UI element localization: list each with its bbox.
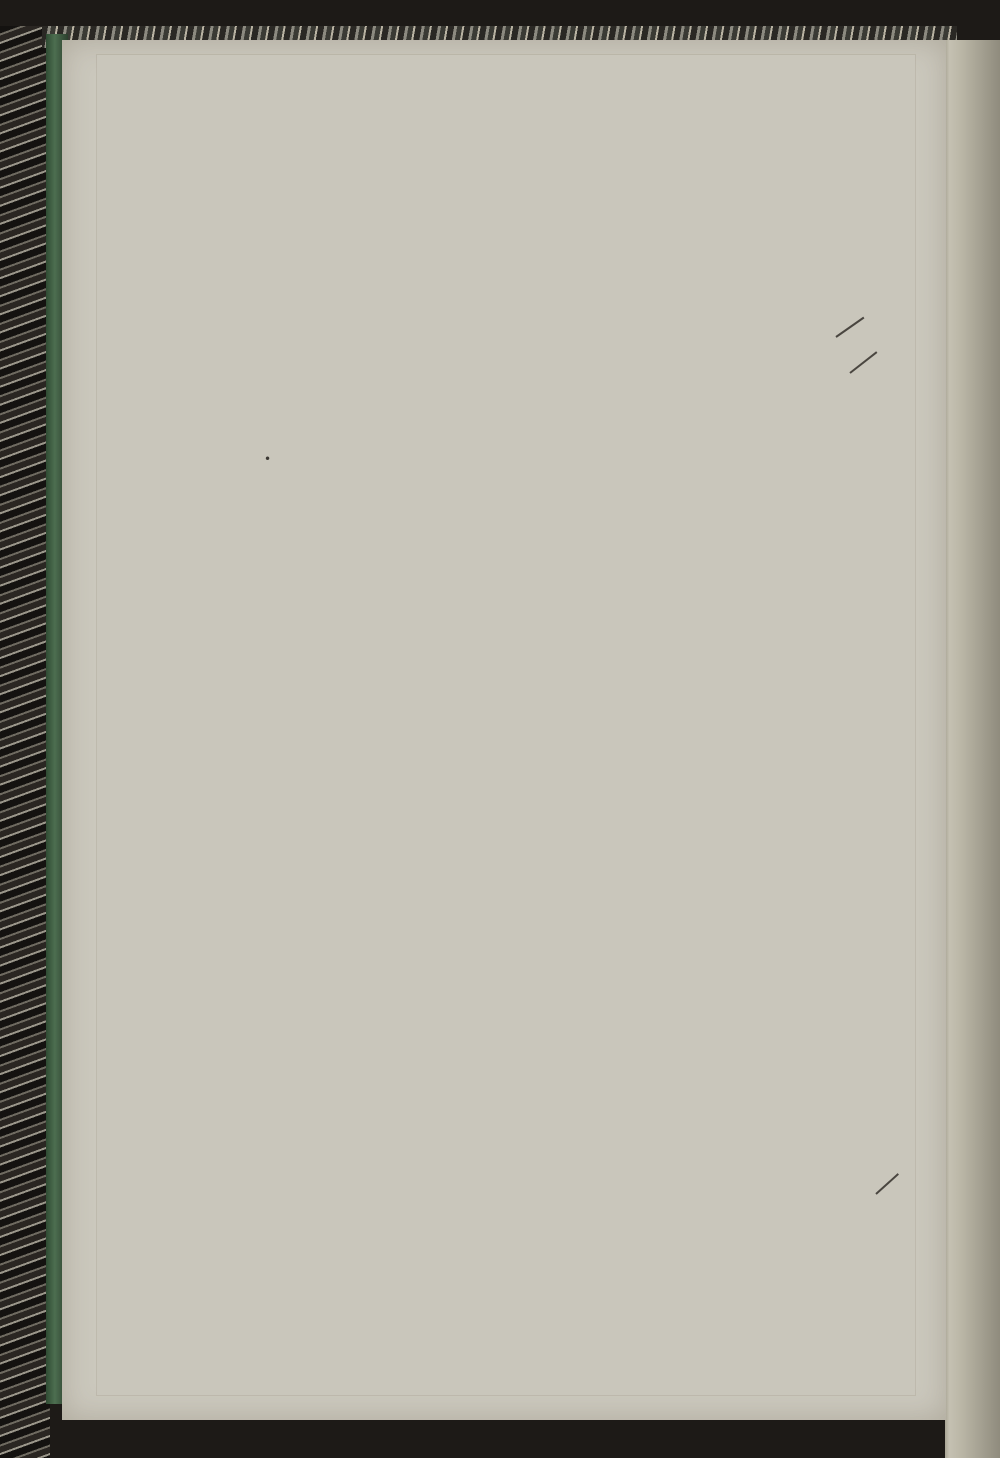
bullet-mark: • xyxy=(264,452,272,466)
book-cover-left xyxy=(0,26,50,1458)
next-page-edge xyxy=(945,40,1000,1458)
paragraph-line-2 xyxy=(264,449,271,469)
page-inner-frame xyxy=(97,55,915,1395)
book-page xyxy=(62,40,946,1420)
